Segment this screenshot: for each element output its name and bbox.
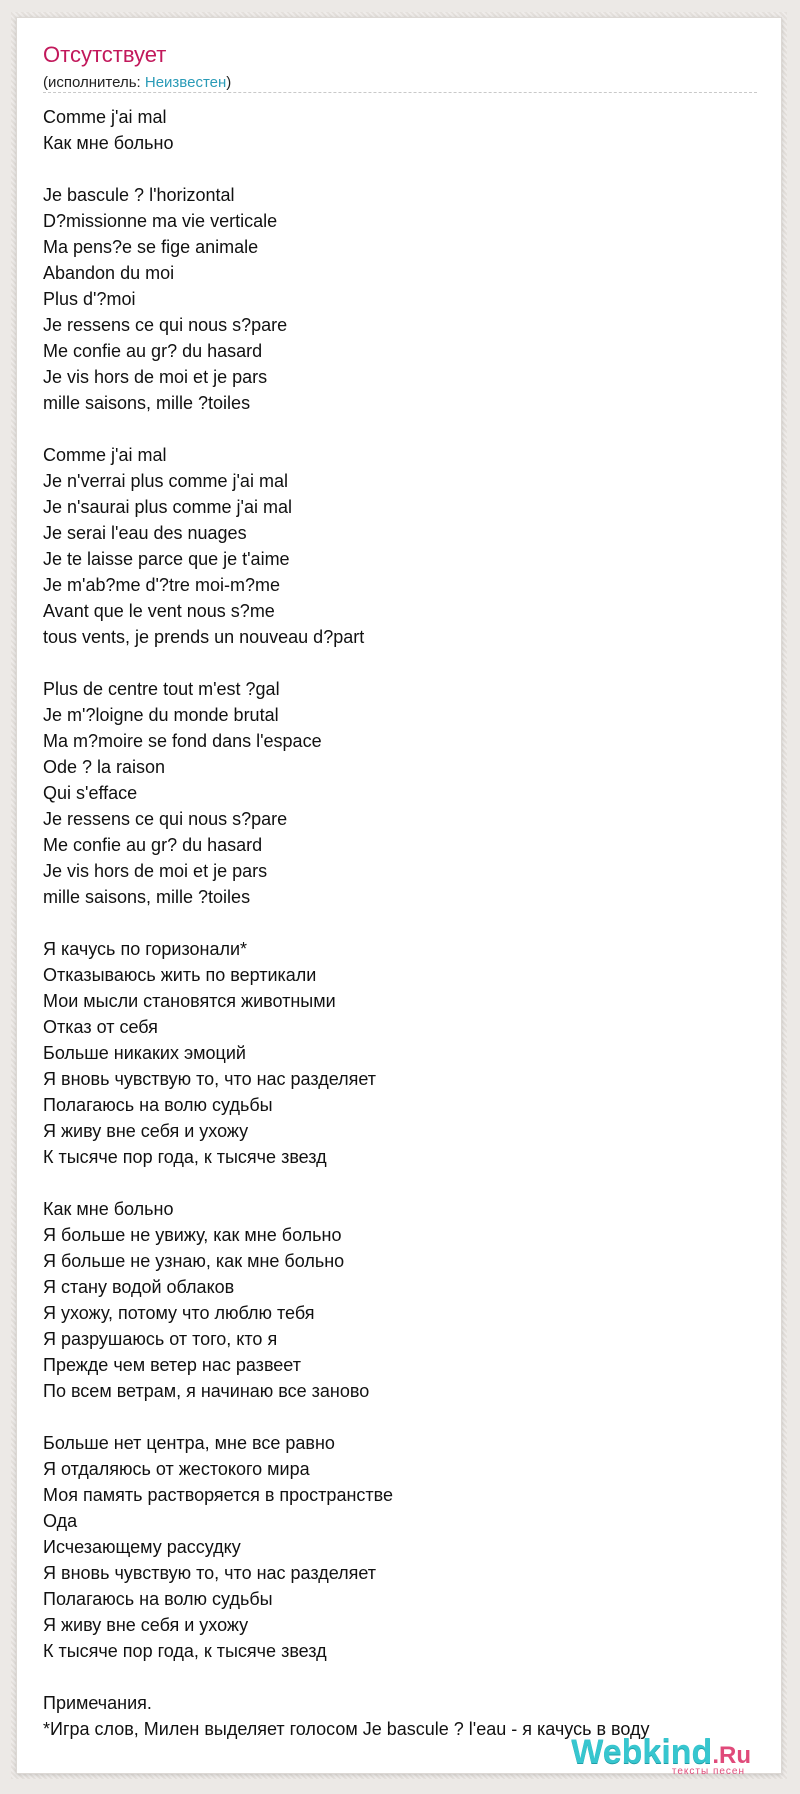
- stanza: [43, 1430, 743, 1664]
- page-title: Отсутствует: [43, 42, 167, 67]
- lyric-line: Больше никаких эмоций: [43, 1043, 246, 1063]
- lyric-line: Je n'saurai plus comme j'ai mal: [43, 497, 292, 517]
- lyric-line: Je ressens ce qui nous s?pare: [43, 809, 288, 829]
- lyric-line: Comme j'ai mal: [43, 445, 167, 465]
- lyric-line: mille saisons, mille ?toiles: [43, 393, 251, 413]
- lyric-line: Je vis hors de moi et je pars: [43, 367, 268, 387]
- artist-link[interactable]: Неизвестен: [144, 74, 227, 91]
- lyric-line: Я разрушаюсь от того, кто я: [43, 1329, 278, 1349]
- lyric-line: Я живу вне себя и ухожу: [43, 1615, 249, 1635]
- stanza: [43, 936, 743, 1170]
- lyric-line: Ода: [43, 1511, 78, 1531]
- lyric-line: К тысяче пор года, к тысяче звезд: [43, 1641, 327, 1661]
- lyric-line: Полагаюсь на волю судьбы: [43, 1095, 273, 1115]
- lyric-line: Ma m?moire se fond dans l'espace: [43, 731, 322, 751]
- lyric-line: Je m'ab?me d'?tre moi-m?me: [43, 575, 280, 595]
- lyric-line: Je vis hors de moi et je pars: [43, 861, 268, 881]
- lyrics-body: [43, 104, 743, 1742]
- lyric-line: Je ressens ce qui nous s?pare: [43, 315, 288, 335]
- lyric-line: Я живу вне себя и ухожу: [43, 1121, 249, 1141]
- lyric-line: Je m'?loigne du monde brutal: [43, 705, 279, 725]
- lyric-line: Исчезающему рассудку: [43, 1537, 241, 1557]
- notes-text: *Игра слов, Милен выделяет голосом Je bascule ? l'eau - я качусь в воду: [43, 1719, 650, 1739]
- lyric-line: tous vents, je prends un nouveau d?part: [43, 627, 365, 647]
- lyrics-card: [16, 17, 782, 1777]
- lyric-line: Abandon du moi: [43, 263, 175, 283]
- lyric-line: Я вновь чувствую то, что нас разделяет: [43, 1563, 377, 1583]
- lyric-line: Je serai l'eau des nuages: [43, 523, 247, 543]
- lyric-line: Ma pens?e se fige animale: [43, 237, 259, 257]
- lyric-line: Me confie au gr? du hasard: [43, 835, 263, 855]
- lyric-line: Avant que le vent nous s?me: [43, 601, 275, 621]
- lyric-line: Me confie au gr? du hasard: [43, 341, 263, 361]
- lyric-line: Qui s'efface: [43, 783, 138, 803]
- lyric-line: Я отдаляюсь от жестокого мира: [43, 1459, 310, 1479]
- lyric-line: К тысяче пор года, к тысяче звезд: [43, 1147, 327, 1167]
- performer-prefix: (исполнитель:: [43, 74, 145, 91]
- stanza: [43, 182, 743, 416]
- lyric-line: D?missionne ma vie verticale: [43, 211, 278, 231]
- lyric-line: Ode ? la raison: [43, 757, 166, 777]
- lyric-line: Полагаюсь на волю судьбы: [43, 1589, 273, 1609]
- lyric-line: Je n'verrai plus comme j'ai mal: [43, 471, 288, 491]
- logo-wordmark: Webkind: [571, 1733, 713, 1771]
- lyric-line: Я вновь чувствую то, что нас разделяет: [43, 1069, 377, 1089]
- lyric-line: Как мне больно: [43, 133, 174, 153]
- logo-tld: .Ru: [712, 1742, 751, 1769]
- lyric-line: Je te laisse parce que je t'aime: [43, 549, 290, 569]
- divider: [43, 92, 757, 93]
- lyric-line: Как мне больно: [43, 1199, 174, 1219]
- stanza: [43, 676, 743, 910]
- lyric-line: Прежде чем ветер нас развеет: [43, 1355, 301, 1375]
- lyric-line: mille saisons, mille ?toiles: [43, 887, 251, 907]
- site-logo[interactable]: [571, 1735, 751, 1777]
- lyric-line: Я ухожу, потому что люблю тебя: [43, 1303, 315, 1323]
- stanza-list: [43, 104, 743, 1664]
- lyric-line: Я больше не узнаю, как мне больно: [43, 1251, 345, 1271]
- performer-line: [43, 74, 231, 91]
- stanza: [43, 1196, 743, 1404]
- logo-tagline: тексты песен: [671, 1766, 745, 1777]
- lyric-line: Я качусь по горизонали*: [43, 939, 248, 959]
- lyric-line: Отказ от себя: [43, 1017, 158, 1037]
- lyric-line: Comme j'ai mal: [43, 107, 167, 127]
- lyric-line: Plus d'?moi: [43, 289, 136, 309]
- stanza: [43, 442, 743, 650]
- lyric-line: Я стану водой облаков: [43, 1277, 235, 1297]
- lyric-line: Мои мысли становятся животными: [43, 991, 336, 1011]
- lyric-line: Je bascule ? l'horizontal: [43, 185, 235, 205]
- stanza: [43, 104, 743, 156]
- notes-heading: Примечания.: [43, 1693, 152, 1713]
- lyric-line: Моя память растворяется в пространстве: [43, 1485, 394, 1505]
- lyric-line: Я больше не увижу, как мне больно: [43, 1225, 342, 1245]
- lyric-line: Отказываюсь жить по вертикали: [43, 965, 317, 985]
- lyric-line: Больше нет центра, мне все равно: [43, 1433, 335, 1453]
- lyric-line: Plus de centre tout m'est ?gal: [43, 679, 280, 699]
- lyric-line: По всем ветрам, я начинаю все заново: [43, 1381, 370, 1401]
- performer-suffix: ): [226, 74, 232, 91]
